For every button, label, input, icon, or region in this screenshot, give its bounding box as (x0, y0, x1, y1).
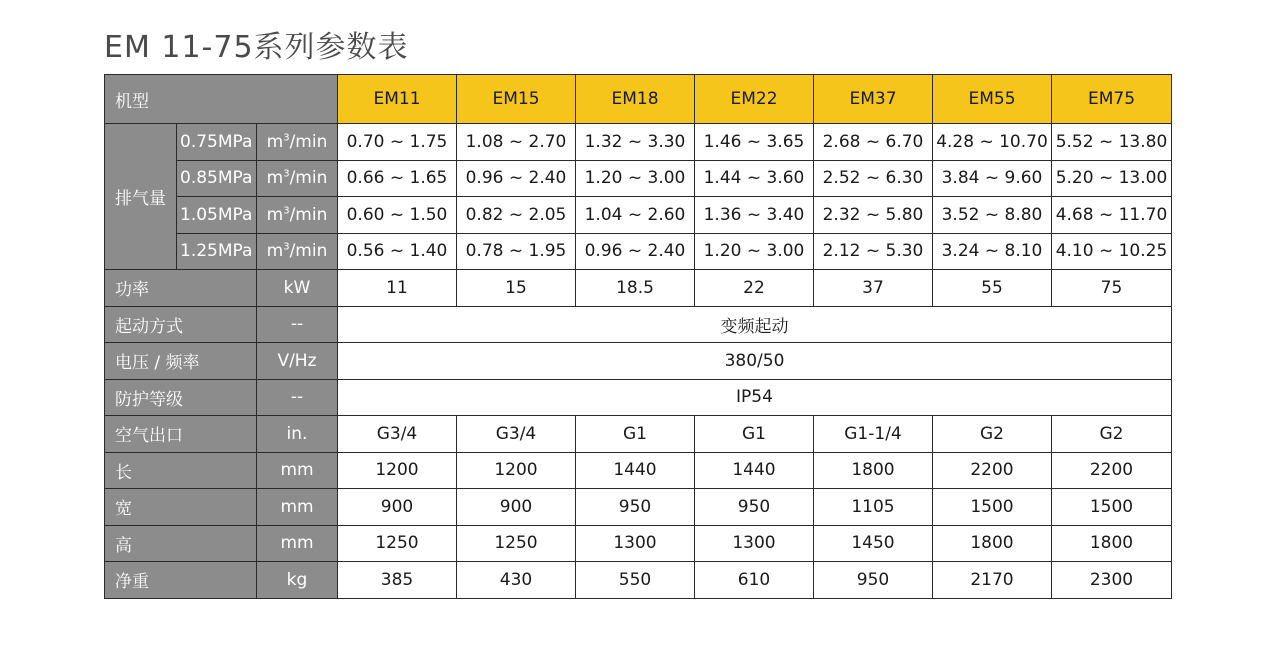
height-value: 1250 (338, 525, 457, 562)
power-value: 55 (933, 270, 1052, 307)
model-name: EM15 (457, 75, 576, 124)
power-label: 功率 (105, 270, 257, 307)
flow-unit (257, 160, 338, 197)
power-row (105, 270, 1172, 307)
unit-base: m (266, 168, 284, 189)
flow-label: 排气量 (105, 124, 177, 270)
weight-value: 430 (457, 562, 576, 599)
width-unit: mm (257, 489, 338, 526)
model-name: EM75 (1052, 75, 1172, 124)
voltage-label: 电压 / 频率 (105, 343, 257, 380)
height-unit: mm (257, 525, 338, 562)
power-value: 11 (338, 270, 457, 307)
flow-unit (257, 124, 338, 161)
flow-value: 0.70 ~ 1.75 (338, 124, 457, 161)
unit-superscript: 3 (283, 241, 290, 253)
model-name: EM37 (814, 75, 933, 124)
flow-value: 2.32 ~ 5.80 (814, 197, 933, 234)
model-name: EM55 (933, 75, 1052, 124)
flow-value: 0.56 ~ 1.40 (338, 233, 457, 270)
pressure-label: 0.75MPa (177, 124, 257, 161)
flow-value: 3.52 ~ 8.80 (933, 197, 1052, 234)
height-label: 高 (105, 525, 257, 562)
voltage-row (105, 343, 1172, 380)
flow-value: 3.84 ~ 9.60 (933, 160, 1052, 197)
outlet-value: G3/4 (338, 416, 457, 453)
outlet-unit: in. (257, 416, 338, 453)
spec-table (104, 74, 1172, 599)
length-value: 1440 (576, 452, 695, 489)
flow-value: 1.20 ~ 3.00 (695, 233, 814, 270)
weight-value: 2300 (1052, 562, 1172, 599)
height-value: 1450 (814, 525, 933, 562)
height-value: 1300 (695, 525, 814, 562)
flow-value: 1.20 ~ 3.00 (576, 160, 695, 197)
weight-row (105, 562, 1172, 599)
width-value: 950 (695, 489, 814, 526)
flow-value: 1.36 ~ 3.40 (695, 197, 814, 234)
weight-value: 385 (338, 562, 457, 599)
flow-value: 1.08 ~ 2.70 (457, 124, 576, 161)
outlet-value: G2 (933, 416, 1052, 453)
unit-tail: /min (289, 168, 328, 189)
pressure-label: 1.05MPa (177, 197, 257, 234)
protection-unit: -- (257, 379, 338, 416)
width-value: 1500 (1052, 489, 1172, 526)
start-unit: -- (257, 306, 338, 343)
flow-row (105, 160, 1172, 197)
flow-value: 4.10 ~ 10.25 (1052, 233, 1172, 270)
outlet-row (105, 416, 1172, 453)
outlet-value: G3/4 (457, 416, 576, 453)
pressure-label: 0.85MPa (177, 160, 257, 197)
flow-value: 3.24 ~ 8.10 (933, 233, 1052, 270)
power-value: 15 (457, 270, 576, 307)
unit-base: m (266, 241, 284, 262)
flow-value: 0.66 ~ 1.65 (338, 160, 457, 197)
height-value: 1250 (457, 525, 576, 562)
length-unit: mm (257, 452, 338, 489)
flow-value: 2.12 ~ 5.30 (814, 233, 933, 270)
weight-label: 净重 (105, 562, 257, 599)
protection-row (105, 379, 1172, 416)
flow-value: 0.96 ~ 2.40 (457, 160, 576, 197)
length-value: 1800 (814, 452, 933, 489)
height-value: 1300 (576, 525, 695, 562)
flow-value: 4.28 ~ 10.70 (933, 124, 1052, 161)
width-row (105, 489, 1172, 526)
flow-value: 0.60 ~ 1.50 (338, 197, 457, 234)
flow-value: 0.96 ~ 2.40 (576, 233, 695, 270)
weight-value: 2170 (933, 562, 1052, 599)
weight-value: 550 (576, 562, 695, 599)
length-value: 2200 (1052, 452, 1172, 489)
unit-base: m (266, 204, 284, 225)
model-name: EM11 (338, 75, 457, 124)
height-value: 1800 (1052, 525, 1172, 562)
start-label: 起动方式 (105, 306, 257, 343)
power-value: 22 (695, 270, 814, 307)
weight-value: 610 (695, 562, 814, 599)
page-title: EM 11-75系列参数表 (104, 30, 409, 65)
model-label: 机型 (105, 75, 338, 124)
unit-tail: /min (289, 131, 328, 152)
power-unit: kW (257, 270, 338, 307)
outlet-label: 空气出口 (105, 416, 257, 453)
flow-value: 4.68 ~ 11.70 (1052, 197, 1172, 234)
length-row (105, 452, 1172, 489)
model-name: EM18 (576, 75, 695, 124)
flow-row (105, 124, 1172, 161)
height-value: 1800 (933, 525, 1052, 562)
outlet-value: G1-1/4 (814, 416, 933, 453)
length-value: 1200 (457, 452, 576, 489)
width-value: 1500 (933, 489, 1052, 526)
flow-unit (257, 197, 338, 234)
unit-base: m (266, 131, 284, 152)
pressure-label: 1.25MPa (177, 233, 257, 270)
flow-value: 1.46 ~ 3.65 (695, 124, 814, 161)
outlet-value: G2 (1052, 416, 1172, 453)
unit-superscript: 3 (283, 205, 290, 217)
unit-superscript: 3 (283, 132, 290, 144)
header-row (105, 75, 1172, 124)
flow-row (105, 233, 1172, 270)
power-value: 18.5 (576, 270, 695, 307)
length-label: 长 (105, 452, 257, 489)
flow-value: 1.32 ~ 3.30 (576, 124, 695, 161)
outlet-value: G1 (576, 416, 695, 453)
voltage-unit: V/Hz (257, 343, 338, 380)
model-name: EM22 (695, 75, 814, 124)
weight-unit: kg (257, 562, 338, 599)
flow-value: 1.44 ~ 3.60 (695, 160, 814, 197)
voltage-value: 380/50 (338, 343, 1172, 380)
length-value: 2200 (933, 452, 1052, 489)
flow-unit (257, 233, 338, 270)
width-value: 950 (576, 489, 695, 526)
flow-value: 2.68 ~ 6.70 (814, 124, 933, 161)
length-value: 1200 (338, 452, 457, 489)
protection-label: 防护等级 (105, 379, 257, 416)
width-value: 1105 (814, 489, 933, 526)
power-value: 37 (814, 270, 933, 307)
unit-superscript: 3 (283, 168, 290, 180)
flow-value: 2.52 ~ 6.30 (814, 160, 933, 197)
width-value: 900 (457, 489, 576, 526)
unit-tail: /min (289, 204, 328, 225)
width-label: 宽 (105, 489, 257, 526)
flow-value: 5.20 ~ 13.00 (1052, 160, 1172, 197)
flow-value: 0.82 ~ 2.05 (457, 197, 576, 234)
start-row (105, 306, 1172, 343)
height-row (105, 525, 1172, 562)
flow-value: 1.04 ~ 2.60 (576, 197, 695, 234)
unit-tail: /min (289, 241, 328, 262)
flow-value: 0.78 ~ 1.95 (457, 233, 576, 270)
width-value: 900 (338, 489, 457, 526)
outlet-value: G1 (695, 416, 814, 453)
weight-value: 950 (814, 562, 933, 599)
protection-value: IP54 (338, 379, 1172, 416)
length-value: 1440 (695, 452, 814, 489)
power-value: 75 (1052, 270, 1172, 307)
flow-row (105, 197, 1172, 234)
flow-value: 5.52 ~ 13.80 (1052, 124, 1172, 161)
start-value: 变频起动 (338, 306, 1172, 343)
